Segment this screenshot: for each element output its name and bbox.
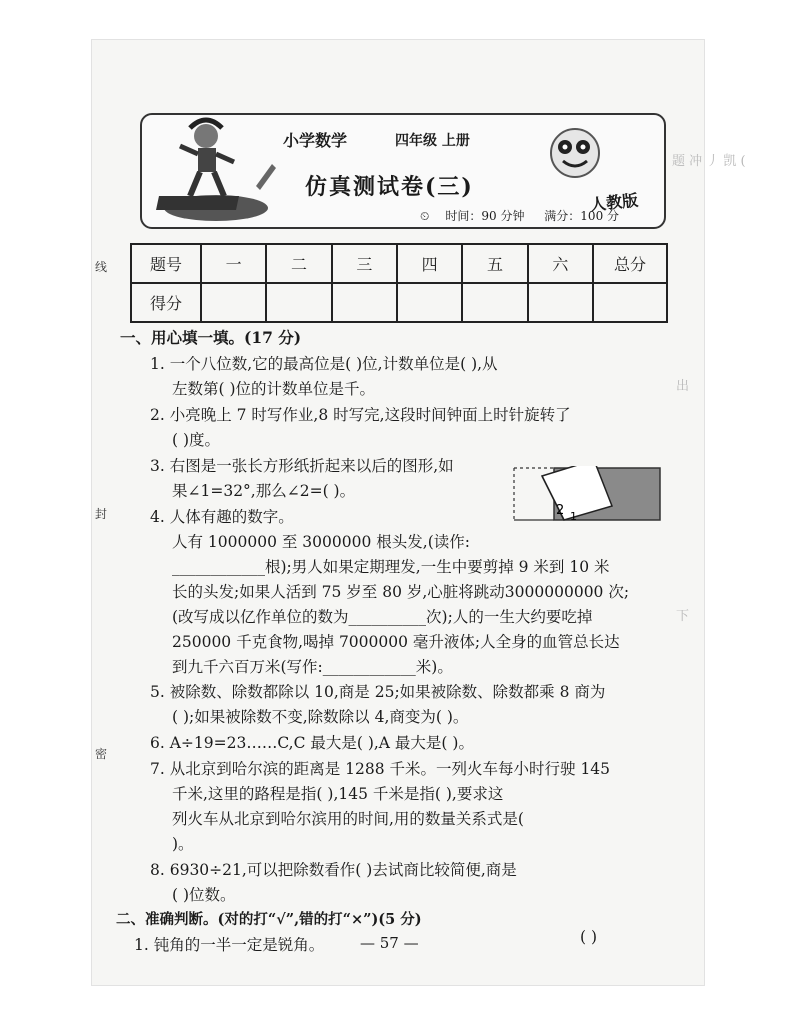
question-4-line-1: 4. 人体有趣的数字。 (150, 508, 294, 526)
question-4-line-5: (改写成以亿作单位的数为__________次);人的一生大约要吃掉 (172, 608, 593, 626)
full-score-label: 满分：100 分 (544, 209, 620, 223)
score-entry-cell[interactable] (462, 283, 527, 322)
table-cell: 四 (397, 244, 462, 283)
table-cell: 总分 (593, 244, 667, 283)
clock-icon: ⏲ (420, 209, 430, 223)
angle-2-label: 2 (556, 503, 565, 518)
table-cell: 题号 (131, 244, 201, 283)
edition-label: 人教版 (589, 190, 639, 215)
question-5-line-1: 5. 被除数、除数都除以 10,商是 25;如果被除数、除数都乘 8 商为 (150, 683, 606, 701)
question-5-line-2: ( );如果被除数不变,除数除以 4,商变为( )。 (172, 708, 469, 726)
score-entry-cell[interactable] (528, 283, 593, 322)
binding-secret-mark: 密 (95, 747, 108, 761)
question-7-line-1: 7. 从北京到哈尔滨的距离是 1288 千米。一列火车每小时行驶 145 (150, 760, 611, 778)
folded-paper-figure (512, 466, 662, 522)
question-4-line-6: 250000 千克食物,喝掉 7000000 毫升液体;人全身的血管总长达 (172, 633, 620, 651)
question-4-line-3: ____________根);男人如果定期理发,一生中要剪掉 9 米到 10 米 (172, 558, 610, 576)
question-4-line-4: 长的头发;如果人活到 75 岁至 80 岁,心脏将跳动3000000000 次; (172, 583, 630, 601)
question-8-line-2: ( )位数。 (172, 886, 236, 904)
binding-seal-mark: 封 (95, 507, 108, 521)
table-cell: 三 (332, 244, 397, 283)
question-6-line-1: 6. A÷19=23……C,C 最大是( ),A 最大是( )。 (150, 734, 474, 752)
section-1-title: 一、用心填一填。(17 分) (120, 328, 302, 347)
question-3-line-2: 果∠1=32°,那么∠2=( )。 (172, 482, 356, 500)
question-7-line-3: 列火车从北京到哈尔滨用的时间,用的数量关系式是( (172, 810, 524, 828)
score-table (130, 243, 668, 323)
judgement-answer-bracket[interactable]: ( ) (580, 928, 598, 946)
page-number: — 57 — (360, 934, 419, 952)
score-table-header-row (131, 244, 667, 283)
question-8-line-1: 8. 6930÷21,可以把除数看作( )去试商比较简便,商是 (150, 861, 517, 879)
section-2-question-1: 1. 钝角的一半一定是锐角。 (134, 936, 325, 954)
question-7-line-2: 千米,这里的路程是指( ),145 千米是指( ),要求这 (172, 785, 504, 803)
table-cell: 得分 (131, 283, 201, 322)
score-entry-cell[interactable] (201, 283, 266, 322)
question-2-line-2: ( )度。 (172, 431, 221, 449)
score-entry-cell[interactable] (332, 283, 397, 322)
page-title: 仿真测试卷(三) (305, 174, 474, 200)
table-cell: 六 (528, 244, 593, 283)
exam-meta (420, 207, 635, 224)
score-table-score-row (131, 283, 667, 322)
question-2-line-1: 2. 小亮晚上 7 时写作业,8 时写完,这段时间钟面上时针旋转了 (150, 406, 571, 424)
question-7-line-4: )。 (172, 835, 194, 853)
subject-label: 小学数学 (283, 131, 348, 150)
table-cell: 五 (462, 244, 527, 283)
question-1-line-1: 1. 一个八位数,它的最高位是( )位,计数单位是( ),从 (150, 355, 498, 373)
section-2-title: 二、准确判断。(对的打“√”,错的打“×”)(5 分) (116, 911, 422, 928)
score-entry-cell[interactable] (266, 283, 331, 322)
binding-line-mark: 线 (95, 260, 108, 274)
angle-1-label: 1 (570, 510, 577, 522)
score-entry-cell[interactable] (397, 283, 462, 322)
table-cell: 二 (266, 244, 331, 283)
question-3-line-1: 3. 右图是一张长方形纸折起来以后的图形,如 (150, 457, 454, 475)
grade-label: 四年级 上册 (395, 133, 470, 149)
question-1-line-2: 左数第( )位的计数单位是千。 (172, 380, 376, 398)
table-cell: 一 (201, 244, 266, 283)
pencil-icon (256, 164, 276, 190)
question-4-line-7: 到九千六百万米(写作:____________米)。 (172, 658, 453, 676)
smiley-ball-icon (545, 123, 605, 183)
time-label: 时间：90 分钟 (445, 209, 525, 223)
score-entry-cell[interactable] (593, 283, 667, 322)
boy-on-book-icon (146, 116, 278, 224)
question-4-line-2: 人有 1000000 至 3000000 根头发,(读作: (172, 533, 470, 551)
